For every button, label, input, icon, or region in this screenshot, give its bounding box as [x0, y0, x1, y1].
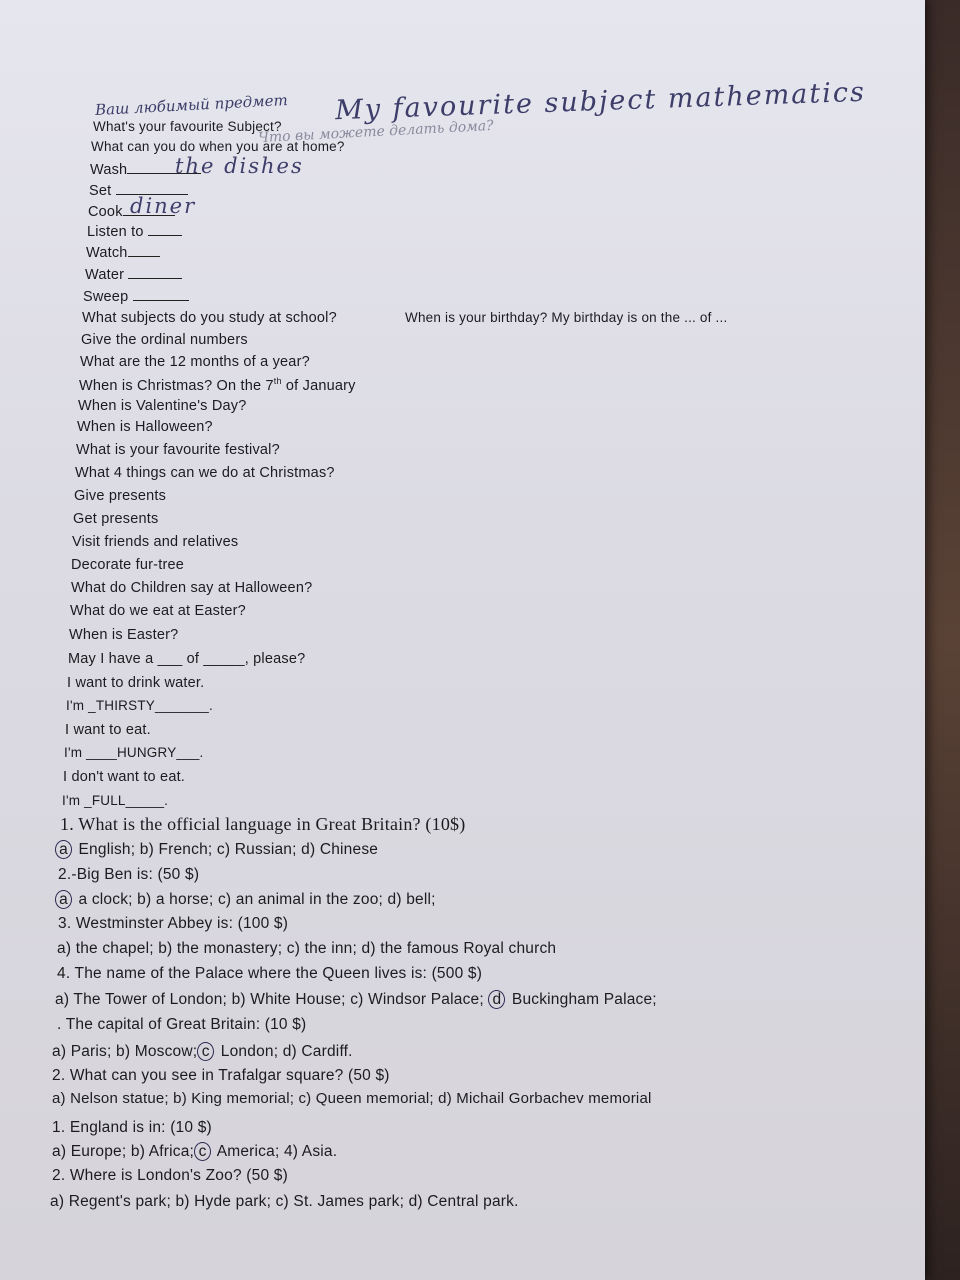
quiz-options-4 [55, 990, 657, 1009]
quiz-options-2 [55, 890, 436, 909]
answer-blank [148, 223, 182, 236]
quiz-question-7: 1. England is in: (10 $) [52, 1119, 212, 1136]
question-christmas-things: What 4 things can we do at Christmas? [75, 465, 335, 481]
ordinal-numbers: Give the ordinal numbers [81, 332, 248, 348]
chore-label: Listen to [87, 224, 144, 240]
answer-blank [116, 182, 188, 195]
chore-set [89, 182, 188, 199]
handwritten-answer-cook: diner [130, 194, 197, 218]
quiz-question-2: 2.-Big Ben is: (50 $) [58, 866, 200, 883]
answer-blank [123, 203, 175, 216]
ordinal-suffix: th [273, 376, 282, 386]
activity-decorate-tree: Decorate fur-tree [71, 557, 184, 573]
chore-label: Watch [86, 245, 128, 261]
question-festival: What is your favourite festival? [76, 442, 280, 458]
answer-blank [128, 244, 160, 257]
quiz-options-7 [52, 1142, 337, 1161]
chore-wash [90, 161, 201, 178]
circled-answer-mark: d [488, 990, 505, 1009]
options-text: America; 4) Asia. [216, 1143, 338, 1160]
question-easter-when: When is Easter? [69, 627, 179, 643]
sentence-dont-eat: I don't want to eat. [63, 769, 186, 785]
quiz-options-6: a) Nelson statue; b) King memorial; c) Queen memorial; d) Michail Gorbachev memorial [52, 1090, 652, 1107]
chore-label: Wash [90, 162, 128, 178]
chore-label: Sweep [83, 289, 129, 305]
question-halloween: When is Halloween? [77, 419, 213, 435]
sentence-hungry: I'm ____HUNGRY___. [64, 745, 204, 760]
table-edge [925, 0, 960, 1280]
handwritten-russian-note: Ваш любимый предмет [94, 90, 289, 120]
chore-cook [88, 203, 175, 220]
quiz-options-3: a) the chapel; b) the monastery; c) the inn; d) the famous Royal church [57, 940, 557, 957]
question-study: What subjects do you study at school? [82, 310, 337, 326]
handwritten-russian-note-2: Что вы можете делать дома? [257, 117, 495, 147]
quiz-question-3: 3. Westminster Abbey is: (100 $) [58, 915, 289, 932]
chore-label: Water [85, 267, 125, 283]
question-favourite-subject: What's your favourite Subject? [93, 119, 282, 134]
quiz-question-4: 4. The name of the Palace where the Queen lives is: (500 $) [57, 965, 483, 982]
quiz-question-5: . The capital of Great Britain: (10 $) [57, 1016, 307, 1033]
handwritten-answer-subject: My favourite subject mathematics [334, 76, 867, 127]
question-at-home: What can you do when you are at home? [91, 139, 345, 154]
sentence-full: I'm _FULL_____. [62, 793, 169, 808]
options-text: a) Europe; b) Africa; [52, 1143, 195, 1160]
options-text: London; d) Cardiff. [220, 1043, 353, 1060]
question-valentine: When is Valentine's Day? [78, 398, 247, 414]
options-text: Buckingham Palace; [511, 991, 657, 1008]
circled-answer-mark: a [55, 840, 72, 859]
christmas-tail: of January [281, 377, 356, 394]
chore-listen [87, 223, 182, 240]
chore-label: Cook [88, 204, 123, 220]
quiz-question-8: 2. Where is London's Zoo? (50 $) [52, 1167, 288, 1184]
question-months: What are the 12 months of a year? [80, 354, 310, 370]
circled-answer-mark: c [194, 1142, 211, 1161]
sentence-thirsty: I'm _THIRSTY_______. [66, 698, 213, 713]
handwritten-answer-wash: the dishes [175, 154, 304, 178]
sentence-eat: I want to eat. [65, 722, 151, 738]
chore-sweep [83, 288, 189, 305]
quiz-options-8: a) Regent's park; b) Hyde park; c) St. James park; d) Central park. [50, 1193, 519, 1210]
quiz-options-1 [55, 840, 378, 859]
circled-answer-mark: c [197, 1042, 214, 1061]
activity-give-presents: Give presents [74, 488, 167, 504]
activity-visit-friends: Visit friends and relatives [72, 534, 239, 550]
chore-watch [86, 244, 160, 261]
chore-label: Set [89, 183, 112, 199]
question-easter-eat: What do we eat at Easter? [70, 603, 246, 619]
question-halloween-say: What do Children say at Halloween? [71, 580, 313, 596]
quiz-question-1: 1. What is the official language in Great Britain? (10$) [60, 814, 466, 834]
activity-get-presents: Get presents [73, 511, 159, 527]
answer-blank [128, 266, 182, 279]
sentence-may-i-have: May I have a ___ of _____, please? [68, 651, 306, 667]
options-text: a clock; b) a horse; c) an animal in the zoo; d) bell; [78, 891, 436, 908]
question-christmas [79, 376, 356, 394]
options-text: a) The Tower of London; b) White House; c) Windsor Palace; [55, 991, 484, 1008]
circled-answer-mark: a [55, 890, 72, 909]
answer-blank [127, 161, 201, 174]
christmas-text: When is Christmas? On the 7 [79, 377, 274, 394]
chore-water [85, 266, 182, 283]
options-text: English; b) French; c) Russian; d) Chinese [78, 841, 379, 858]
options-text: a) Paris; b) Moscow; [52, 1043, 198, 1060]
quiz-question-6: 2. What can you see in Trafalgar square? (50 $) [52, 1067, 390, 1084]
question-birthday: When is your birthday? My birthday is on the ... of ... [405, 310, 728, 325]
sentence-drink: I want to drink water. [67, 675, 205, 691]
quiz-options-5 [52, 1042, 353, 1061]
answer-blank [133, 288, 189, 301]
